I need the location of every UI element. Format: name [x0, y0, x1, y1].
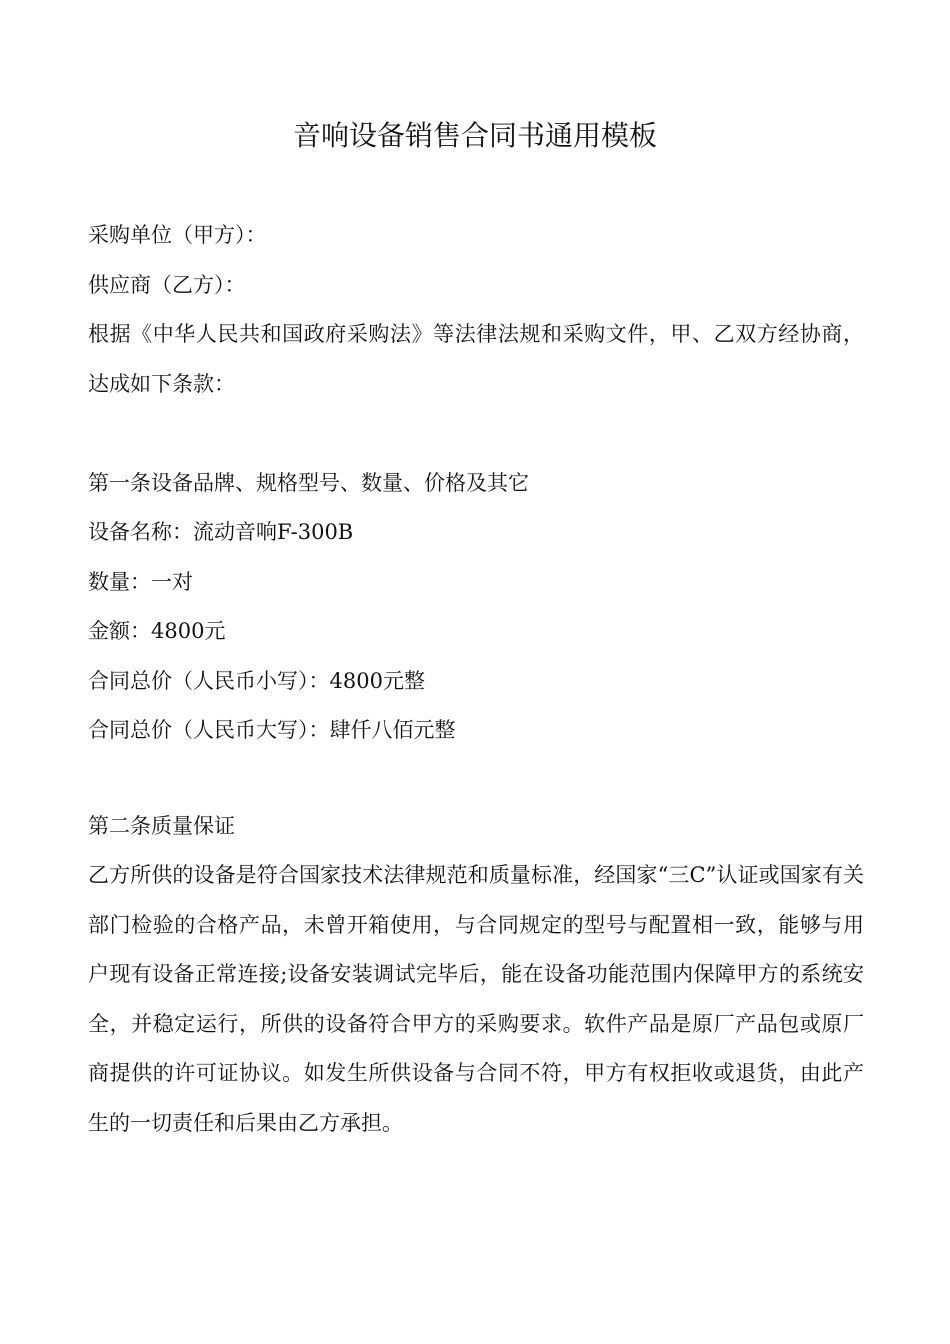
document-body [88, 211, 864, 1148]
equipment-name: 设备名称：流动音响F-300B [88, 520, 354, 544]
spacer [88, 409, 864, 459]
total-price-upper: 合同总价（人民币大写）：肆仟八佰元整 [88, 718, 456, 742]
article2-body: 乙方所供的设备是符合国家技术法律规范和质量标准，经国家“三C”认证或国家有关部门检验的合格产品，未曾开箱使用，与合同规定的型号与配置相一致，能够与用户现有设备正常连接;设备安装调试完毕后，能在设备功能范围内保障甲方的系统安全，并稳定运行，所供的设备符合甲方的采购要求。软件产品是原厂产品包或原厂商提供的许可证协议。如发生所供设备与合同不符，甲方有权拒收或退货，由此产生的一切责任和后果由乙方承担。 [88, 863, 864, 1135]
intro-paragraph: 根据《中华人民共和国政府采购法》等法律法规和采购文件，甲、乙双方经协商，达成如下条款： [88, 322, 864, 396]
article1-heading: 第一条设备品牌、规格型号、数量、价格及其它 [88, 470, 529, 495]
document-title: 音响设备销售合同书通用模板 [292, 119, 657, 152]
total-price-lower: 合同总价（人民币小写）：4800元整 [88, 668, 425, 693]
equipment-amount: 金额：4800元 [88, 619, 226, 643]
spacer [88, 756, 864, 802]
equipment-quantity: 数量：一对 [88, 569, 193, 594]
buyer-label: 采购单位（甲方）： [88, 223, 267, 247]
article2-heading: 第二条质量保证 [88, 813, 235, 838]
supplier-label: 供应商（乙方）： [88, 272, 246, 297]
